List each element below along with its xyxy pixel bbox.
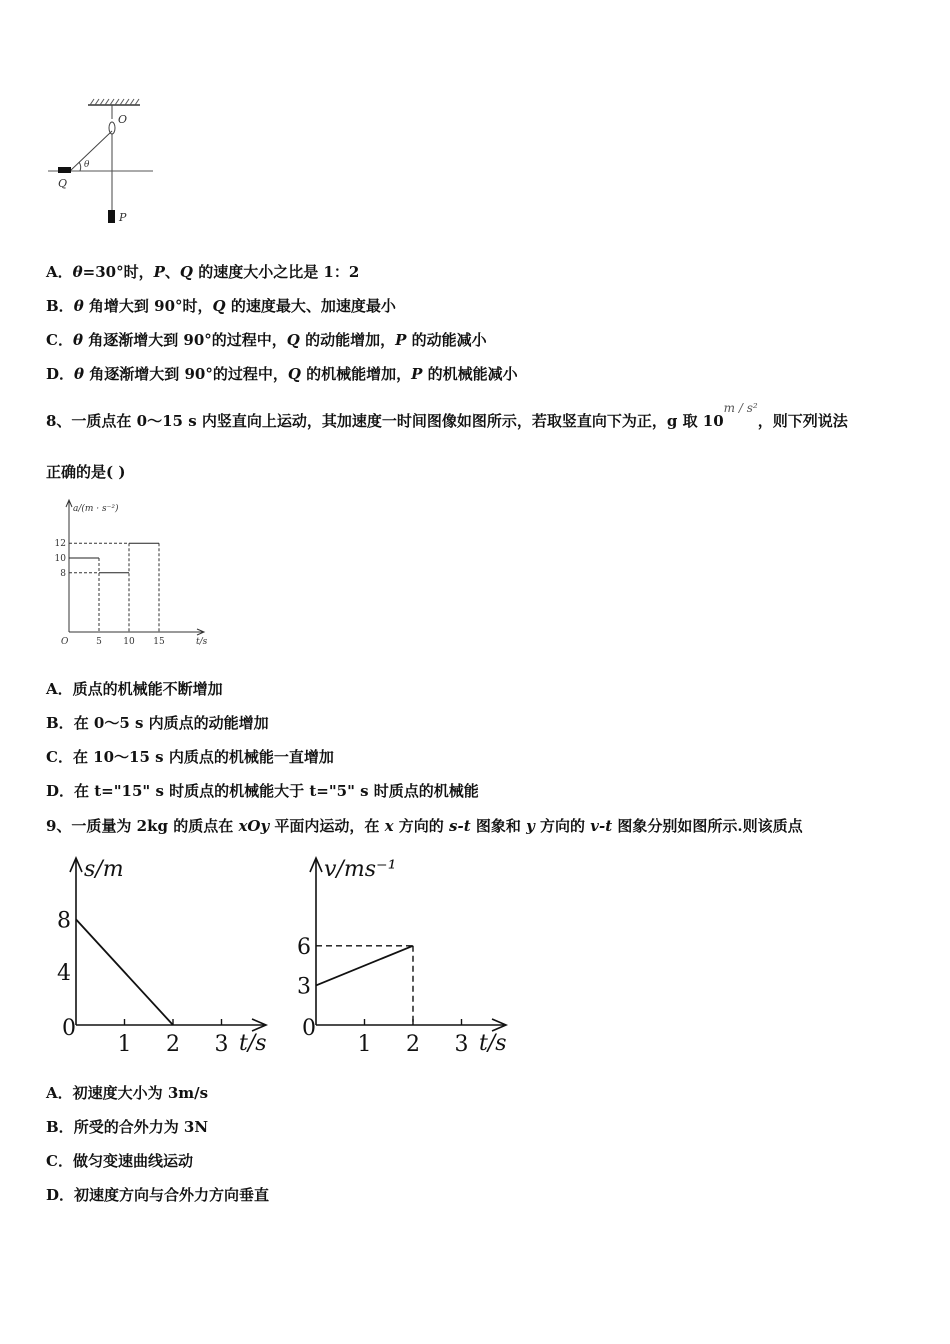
x-tick-label: 5 (96, 637, 102, 645)
x-tick-label: 1 (117, 1032, 132, 1057)
x-tick-label: 3 (214, 1032, 229, 1057)
y-tick-label: 4 (57, 961, 71, 987)
q9-option-b: B．所受的合外力为 3N (46, 1118, 209, 1136)
q9-option-d: D．初速度方向与合外力方向垂直 (46, 1186, 270, 1204)
origin-label: O (61, 637, 69, 645)
y-tick-label: 8 (57, 908, 71, 934)
x-axis-label: t/s (196, 637, 208, 645)
q7-option-b: B．θ 角增大到 90°时，Q 的速度最大、加速度最小 (46, 297, 396, 315)
q8-option-d: D．在 t="15" s 时质点的机械能大于 t="5" s 时质点的机械能 (46, 782, 479, 800)
y-axis-label: a/(m · s⁻²) (73, 504, 119, 514)
q8-option-a: A．质点的机械能不断增加 (46, 680, 223, 698)
label-P: P (119, 211, 127, 224)
q8-stem-line2: 正确的是( ) (46, 463, 126, 481)
label-theta: θ (84, 160, 90, 170)
q7-option-c: C．θ 角逐渐增大到 90°的过程中，Q 的动能增加，P 的动能减小 (46, 331, 487, 349)
x-tick-label: 2 (166, 1032, 180, 1057)
origin-label: 0 (302, 1016, 316, 1041)
q7-option-a: A．θ=30°时，P、Q 的速度大小之比是 1：2 (46, 263, 360, 281)
q8-option-b: B．在 0～5 s 内质点的动能增加 (46, 714, 269, 732)
y-tick-label: 3 (297, 974, 311, 1000)
q9-stem: 9、一质量为 2kg 的质点在 xOy 平面内运动，在 x 方向的 s-t 图象和 y 方向的 v-t 图象分别如图所示.则该质点 (46, 817, 803, 835)
label-O: O (118, 113, 128, 126)
y-tick-label: 10 (54, 554, 66, 564)
q9-st-chart (46, 848, 276, 1058)
x-axis-label: t/s (239, 1031, 267, 1056)
y-tick-label: 6 (297, 934, 311, 960)
y-axis-label: s/m (84, 857, 124, 882)
q8-stem: 8、一质点在 0～15 s 内竖直向上运动，其加速度一时间图像如图所示，若取竖直向下为正，g 取 $10^{m / s^2}$，则下列说法 (46, 401, 848, 430)
q8-option-c: C．在 10～15 s 内质点的机械能一直增加 (46, 748, 334, 766)
label-Q: Q (58, 177, 68, 190)
q7-option-d: D．θ 角逐渐增大到 90°的过程中，Q 的机械能增加，P 的机械能减小 (46, 365, 518, 383)
q9-vt-chart (286, 848, 516, 1058)
q9-option-c: C．做匀变速曲线运动 (46, 1152, 193, 1170)
q8-acceleration-chart (44, 495, 224, 645)
block-Q (58, 167, 71, 173)
data-line (316, 946, 413, 986)
y-axis-label: v/ms⁻¹ (324, 857, 397, 882)
y-tick-label: 8 (60, 568, 66, 579)
x-tick-label: 15 (153, 637, 165, 645)
x-tick-label: 2 (406, 1032, 420, 1057)
block-P (108, 210, 115, 223)
x-tick-label: 3 (454, 1032, 469, 1057)
q7-pulley-figure (40, 95, 165, 230)
origin-label: 0 (62, 1016, 76, 1041)
x-tick-label: 1 (357, 1032, 372, 1057)
q9-option-a: A．初速度大小为 3m/s (46, 1084, 209, 1102)
x-tick-label: 10 (123, 637, 135, 645)
x-axis-label: t/s (479, 1031, 507, 1056)
y-tick-label: 12 (54, 539, 66, 550)
data-line (76, 919, 173, 1025)
q8-unit: m / s² (723, 401, 758, 415)
